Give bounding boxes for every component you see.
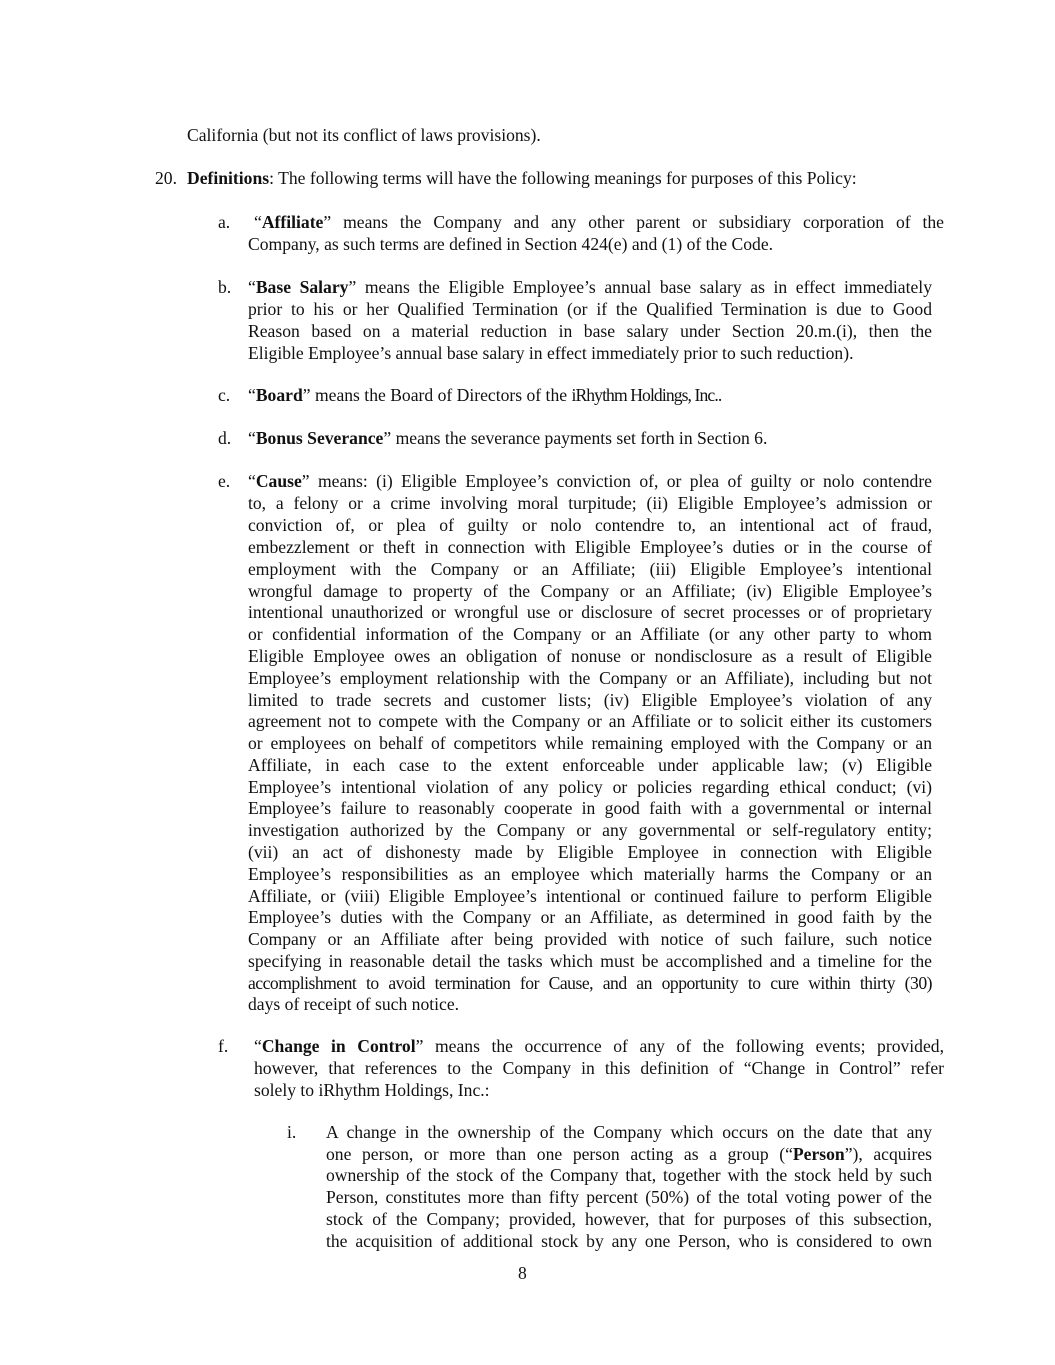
sub-item-i-line-2: one person, or more than one person acting as a group (“Person”), acquires (326, 1144, 932, 1164)
item-e-line-17: investigation authorized by the Company or any governmental or self-regulatory entity; (248, 820, 932, 840)
section-intro: : The following terms will have the following meanings for purposes of this Policy: (269, 168, 857, 188)
item-b-line-2: prior to his or her Qualified Termination (or if the Qualified Termination is due to Good (248, 299, 932, 319)
item-e-line-4: embezzlement or theft in connection with Eligible Employee’s duties or in the course of (248, 537, 932, 557)
item-d-line: “Bonus Severance” means the severance payments set forth in Section 6. (248, 428, 768, 448)
item-e-line-25: days of receipt of such notice. (248, 994, 460, 1014)
item-d-marker: d. (218, 428, 232, 448)
sub-item-i-line-1: A change in the ownership of the Company which occurs on the date that any (326, 1122, 932, 1142)
item-e-line-8: or confidential information of the Company or an Affiliate (or any other party to whom (248, 624, 932, 644)
page-number: 8 (518, 1263, 527, 1283)
item-f-line-1: “Change in Control” means the occurrence of any of the following events; provided, (254, 1036, 944, 1056)
item-c-term: Board (255, 385, 303, 405)
item-c-company: iRhythm Holdings, Inc.. (571, 385, 722, 405)
item-b-line-4: Eligible Employee’s annual base salary in effect immediately prior to such reduction). (248, 343, 854, 363)
item-e-line-11: limited to trade secrets and customer lists; (iv) Eligible Employee’s violation of any (248, 690, 932, 710)
item-e-line-15: Employee’s intentional violation of any policy or policies regarding ethical conduct; (vi) (248, 777, 932, 797)
section-heading (187, 168, 857, 190)
item-e-line-7: intentional unauthorized or wrongful use or disclosure of secret processes or of proprietary (248, 602, 932, 622)
item-e-term: Cause (255, 471, 302, 491)
item-b-marker: b. (218, 277, 232, 297)
item-e-line-20: Affiliate, or (viii) Eligible Employee’s intentional or continued failure to perform Eligible (248, 886, 932, 906)
item-a-line-1: “Affiliate” means the Company and any other parent or subsidiary corporation of the (254, 212, 944, 232)
item-f-marker: f. (218, 1036, 229, 1056)
item-c-line: “Board” means the Board of Directors of the iRhythm Holdings, Inc.. (248, 385, 722, 405)
item-b-term: Base Salary (255, 277, 349, 297)
item-e-line-3: conviction of, or plea of guilty or nolo contendre to, an intentional act of fraud, (248, 515, 932, 535)
item-a-term: Affiliate (261, 212, 324, 232)
item-e-line-23: specifying in reasonable detail the tasks which must be accomplished and a timeline for the (248, 951, 932, 971)
item-e-line-21: Employee’s duties with the Company or an Affiliate, as determined in good faith by the (248, 907, 932, 927)
item-d-term: Bonus Severance (255, 428, 384, 448)
item-f-line-3: solely to iRhythm Holdings, Inc.: (254, 1080, 490, 1100)
item-e-line-5: employment with the Company or an Affiliate; (iii) Eligible Employee’s intentional (248, 559, 932, 579)
item-e-line-18: (vii) an act of dishonesty made by Eligible Employee in connection with Eligible (248, 842, 932, 862)
continuation-text: California (but not its conflict of laws provisions). (187, 125, 541, 145)
item-f-line-2: however, that references to the Company in this definition of “Change in Control” refer (254, 1058, 944, 1078)
item-a-marker: a. (218, 212, 231, 232)
item-a-line-2: Company, as such terms are defined in Section 424(e) and (1) of the Code. (248, 234, 774, 254)
item-e-line-9: Eligible Employee owes an obligation of nonuse or nondisclosure as a result of Eligible (248, 646, 932, 666)
item-e-line-1: “Cause” means: (i) Eligible Employee’s conviction of, or plea of guilty or nolo contendre (248, 471, 932, 491)
item-e-line-24: accomplishment to avoid termination for Cause, and an opportunity to cure within thirty (30) (248, 973, 932, 993)
item-b-line-3: Reason based on a material reduction in base salary under Section 20.m.(i), then the (248, 321, 932, 341)
sub-item-i-term: Person (792, 1144, 845, 1164)
item-c-marker: c. (218, 385, 231, 405)
item-e-line-22: Company or an Affiliate after being provided with notice of such failure, such notice (248, 929, 932, 949)
sub-item-i-line-5: stock of the Company; provided, however, that for purposes of this subsection, (326, 1209, 932, 1229)
item-e-line-6: wrongful damage to property of the Company or an Affiliate; (iv) Eligible Employee’s (248, 581, 932, 601)
item-e-line-16: Employee’s failure to reasonably cooperate in good faith with a governmental or internal (248, 798, 932, 818)
item-e-line-10: Employee’s employment relationship with the Company or an Affiliate), including but not (248, 668, 932, 688)
sub-item-i-line-6: the acquisition of additional stock by any one Person, who is considered to own (326, 1231, 932, 1251)
item-e-marker: e. (218, 471, 231, 491)
section-title: Definitions (187, 168, 270, 188)
sub-item-i-line-4: Person, constitutes more than fifty percent (50%) of the total voting power of the (326, 1187, 932, 1207)
sub-item-i-line-3: ownership of the stock of the Company that, together with the stock held by such (326, 1165, 932, 1185)
item-e-line-14: Affiliate, in each case to the extent enforceable under applicable law; (v) Eligible (248, 755, 932, 775)
item-e-line-12: agreement not to compete with the Company or an Affiliate or to solicit either its customers (248, 711, 932, 731)
sub-item-i-marker: i. (287, 1122, 297, 1142)
item-b-line-1: “Base Salary” means the Eligible Employee’s annual base salary as in effect immediately (248, 277, 932, 297)
item-e-line-2: to, a felony or a crime involving moral turpitude; (ii) Eligible Employee’s admission or (248, 493, 932, 513)
item-f-term: Change in Control (261, 1036, 416, 1056)
section-number: 20. (155, 168, 177, 188)
item-e-line-19: Employee’s responsibilities as an employee which materially harms the Company or an (248, 864, 932, 884)
item-e-line-13: or employees on behalf of competitors while remaining employed with the Company or an (248, 733, 932, 753)
